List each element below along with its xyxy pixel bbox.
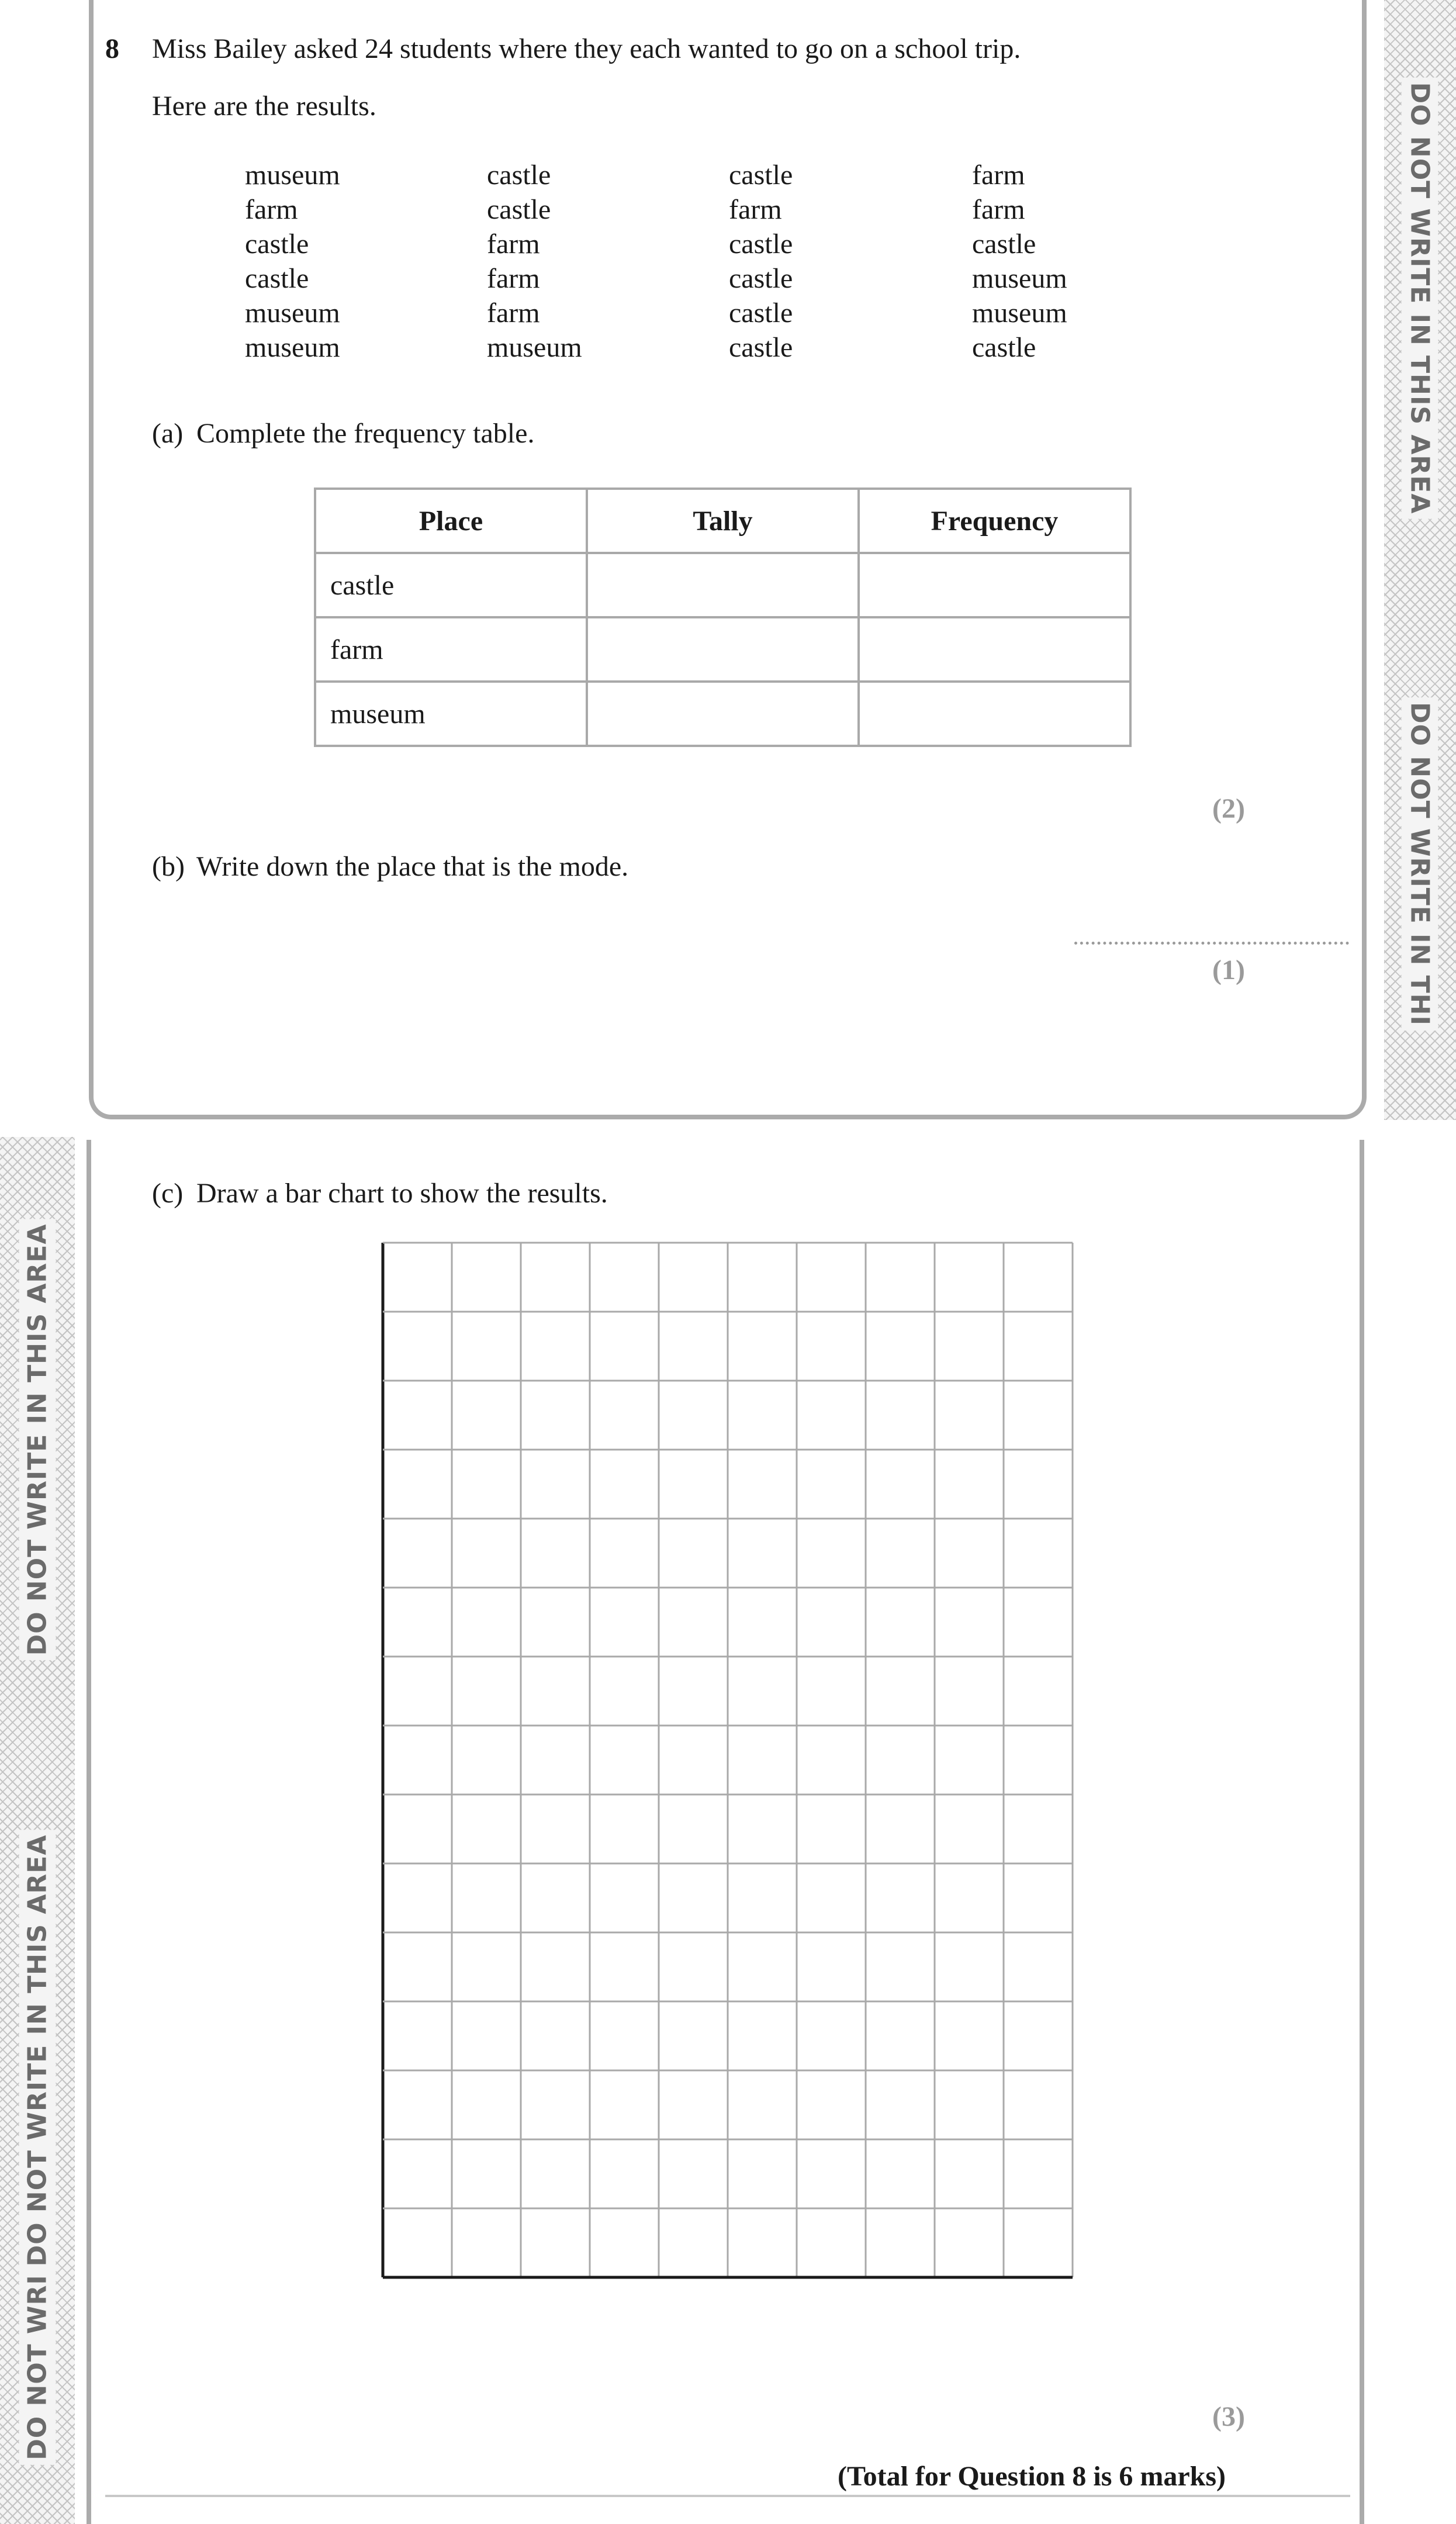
result-item: farm — [487, 298, 540, 329]
frequency-cell[interactable] — [859, 682, 1130, 746]
footer-rule — [105, 2495, 1350, 2497]
header-frequency: Frequency — [859, 489, 1130, 553]
result-item: castle — [729, 298, 793, 329]
result-item: museum — [245, 332, 340, 363]
right-rule — [1360, 1140, 1364, 2524]
answer-line[interactable] — [1074, 942, 1349, 945]
result-item: farm — [487, 263, 540, 294]
result-item: castle — [729, 263, 793, 294]
part-b-marks: (1) — [1212, 955, 1245, 986]
frequency-cell[interactable] — [859, 617, 1130, 682]
result-item: museum — [245, 160, 340, 191]
part-c-label: (c) — [152, 1178, 184, 1209]
part-a-label: (a) — [152, 418, 184, 449]
results-column-3 — [729, 158, 793, 365]
result-item: castle — [245, 263, 309, 294]
tally-cell[interactable] — [587, 553, 859, 617]
result-item: museum — [972, 298, 1067, 329]
result-item: castle — [729, 229, 793, 260]
result-item: castle — [487, 194, 551, 225]
left-margin-notice-middle: DO NOT WRITE IN THIS AREA — [23, 1830, 53, 2271]
result-item: castle — [729, 160, 793, 191]
result-item: castle — [245, 229, 309, 260]
left-rule — [87, 1140, 91, 2524]
result-item: castle — [729, 332, 793, 363]
frequency-table — [314, 487, 1132, 747]
left-margin-notice-bottom: DO NOT WRI — [23, 2270, 53, 2465]
result-item: castle — [487, 160, 551, 191]
question-stem: Miss Bailey asked 24 students where they each wanted to go on a school trip. — [152, 33, 1021, 64]
left-margin-notice-top: DO NOT WRITE IN THIS AREA — [23, 1219, 53, 1661]
header-tally: Tally — [587, 489, 859, 553]
part-b-text: Write down the place that is the mode. — [196, 851, 629, 882]
tally-cell[interactable] — [587, 617, 859, 682]
question-total: (Total for Question 8 is 6 marks) — [838, 2461, 1226, 2492]
question-number: 8 — [105, 33, 119, 64]
part-a-marks: (2) — [1212, 793, 1245, 824]
results-column-1 — [245, 158, 340, 365]
table-row — [315, 617, 1130, 682]
result-item: farm — [972, 194, 1025, 225]
grid-svg[interactable] — [381, 1241, 1074, 2279]
place-cell: castle — [315, 553, 587, 617]
result-item: castle — [972, 229, 1036, 260]
result-item: museum — [245, 298, 340, 329]
table-row — [315, 553, 1130, 617]
results-column-2 — [487, 158, 582, 365]
part-a-text: Complete the frequency table. — [196, 418, 535, 449]
right-margin-notice-top: DO NOT WRITE IN THIS AREA — [1405, 78, 1435, 519]
part-c-text: Draw a bar chart to show the results. — [196, 1178, 608, 1209]
result-item: museum — [487, 332, 582, 363]
part-b-label: (b) — [152, 851, 185, 882]
results-column-4 — [972, 158, 1067, 365]
result-item: farm — [245, 194, 298, 225]
result-item: farm — [729, 194, 782, 225]
right-margin-notice-middle: DO NOT WRITE IN THI — [1405, 697, 1435, 1031]
table-row — [315, 682, 1130, 746]
result-item: farm — [487, 229, 540, 260]
result-item: farm — [972, 160, 1025, 191]
results-intro: Here are the results. — [152, 91, 376, 122]
place-cell: farm — [315, 617, 587, 682]
place-cell: museum — [315, 682, 587, 746]
result-item: castle — [972, 332, 1036, 363]
header-place: Place — [315, 489, 587, 553]
table-header-row — [315, 489, 1130, 553]
frequency-cell[interactable] — [859, 553, 1130, 617]
result-item: museum — [972, 263, 1067, 294]
bar-chart-grid[interactable] — [381, 1241, 1074, 2279]
tally-cell[interactable] — [587, 682, 859, 746]
part-c-marks: (3) — [1212, 2401, 1245, 2432]
